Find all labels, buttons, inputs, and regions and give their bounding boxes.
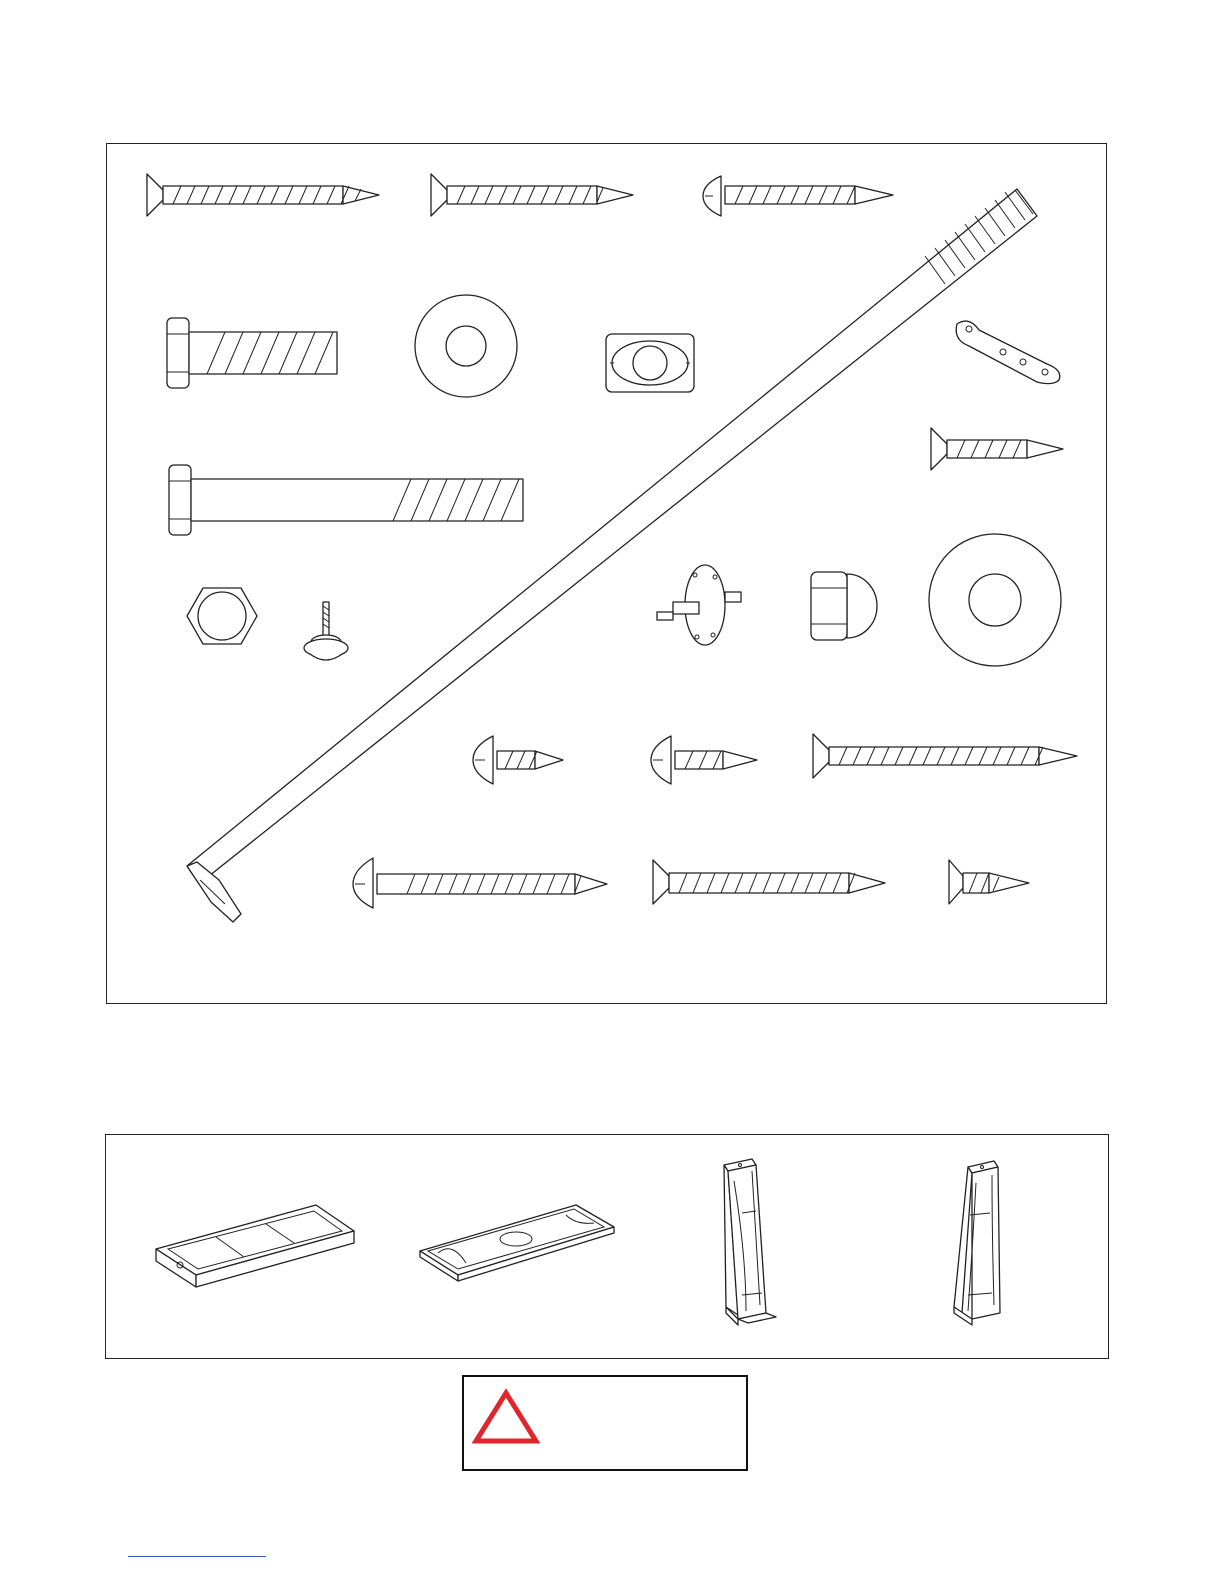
upright-post [724, 1159, 776, 1325]
flat-head-screw [813, 734, 1077, 778]
warning-box [462, 1375, 748, 1471]
flat-head-screw [431, 174, 633, 216]
flat-head-screw [147, 174, 379, 216]
warning-triangle-icon [464, 1377, 746, 1469]
flat-head-screw [931, 428, 1063, 470]
base-frame [156, 1205, 354, 1287]
base-plate [420, 1205, 614, 1281]
hardware-panel [106, 143, 1107, 1004]
round-head-screw [473, 736, 563, 784]
round-head-screw [703, 176, 893, 216]
round-head-screw [651, 736, 757, 784]
rectangular-bushing [606, 334, 694, 392]
flat-head-screw [949, 860, 1029, 904]
flat-head-screw [653, 860, 885, 904]
large-washer [929, 534, 1061, 666]
long-diagonal-bolt [187, 189, 1037, 922]
parts-drawings [106, 1135, 1108, 1358]
short-hex-bolt [167, 318, 337, 388]
parts-panel [105, 1134, 1109, 1359]
footer-rule [128, 1556, 266, 1557]
hex-nut [187, 588, 257, 644]
long-hex-bolt [169, 465, 523, 535]
leveling-foot [304, 602, 348, 660]
hardware-drawings [107, 144, 1106, 1003]
flange-axle [657, 565, 741, 645]
flat-washer [415, 295, 517, 397]
link-strap [956, 321, 1060, 384]
round-head-screw [353, 858, 607, 908]
acorn-nut [811, 572, 877, 640]
upright-post [954, 1161, 1000, 1325]
